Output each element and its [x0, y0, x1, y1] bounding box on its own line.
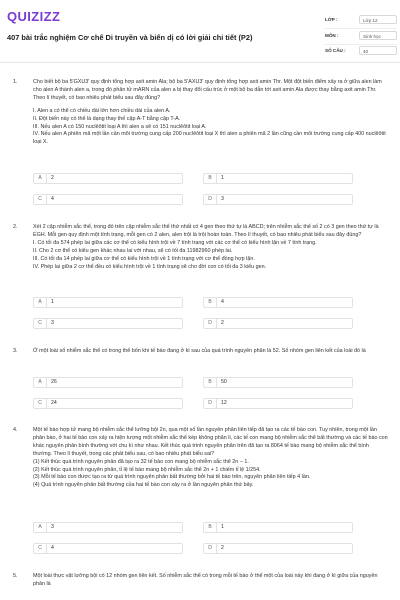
answer-option-a[interactable]	[33, 522, 183, 533]
answer-option-a[interactable]	[33, 297, 183, 308]
question-text	[33, 79, 388, 147]
option-text: 1	[221, 524, 224, 530]
option-text: 24	[51, 400, 57, 406]
answer-option-d[interactable]	[203, 543, 353, 554]
divider	[325, 44, 397, 45]
option-text: 4	[51, 196, 54, 202]
option-letter: D	[204, 544, 217, 553]
answer-option-d[interactable]	[203, 318, 353, 329]
option-letter: D	[204, 319, 217, 328]
option-text: 50	[221, 379, 227, 385]
option-text: 3	[51, 320, 54, 326]
option-text: 2	[221, 545, 224, 551]
option-letter: C	[34, 544, 47, 553]
question-line: IV. Nếu alen A phiên mã một lần cần môi trường cung cấp 200 nuclêôtit loại X thì alen a phiên mã 2 lần cũng cần môi trường cung cấp 400 nuclêôtit loại X.	[33, 131, 386, 146]
answer-option-c[interactable]	[33, 318, 183, 329]
option-letter: A	[34, 378, 47, 387]
option-letter: B	[204, 298, 217, 307]
question-line: II. Đột biến này có thể là dạng thay thế cặp A-T bằng cặp T-A.	[33, 115, 181, 122]
question-line: (1) Kết thúc quá trình nguyên phân đã tạo ra 32 tế bào con mang bộ nhiễm sắc thể 2n − 1.	[33, 458, 249, 465]
option-letter: A	[34, 523, 47, 532]
question-line: II. Cho 2 cơ thể có kiểu gen khác nhau lai với nhau, sẽ có tối đa 11982960 phép lai.	[33, 247, 233, 254]
question-text	[33, 224, 388, 271]
question-number: 1.	[13, 79, 18, 85]
divider	[325, 28, 397, 29]
question-line: Xét 2 cặp nhiễm sắc thể, trong đó trên cặp nhiễm sắc thể thứ nhất có 4 gen theo thứ tự là ABCD; trên nhiễm sắc thể số 2 có 3 gen theo thứ tự là EGH. Mỗi gen quy định một tính trạng, mỗi gen có 2 alen, alen trội là trội hoàn toàn. Theo lí thuyết, có bao nhiêu phát biểu sau đây đúng?	[33, 224, 379, 238]
question-line: Một tế bào hợp tử mang bộ nhiễm sắc thể lưỡng bội 2n, qua một số lần nguyên phân liên tiếp đã tạo ra các tế bào con. Tuy nhiên, trong một lần phân bào, ở hai tế bào con xảy ra hiện tượng một nhiễm sắc thể kép không phân li, các tế con mang bộ nhiễm sắc thể bất thường và các tế bào con khác nguyên phân bình thường với chu kì như nhau. Kết thúc quá trình nguyên phân trên đã tạo ra 8064 tế bào mang bộ nhiễm sắc thể bình thường. Theo lí thuyết, trong các phát biểu sau, có bao nhiêu phát biểu sai?	[33, 427, 388, 457]
answer-option-a[interactable]	[33, 173, 183, 184]
question-line: Ở một loài số nhiễm sắc thể có trong thể bốn khi tế bào đang ở kì sau của quá trình nguyên phân là 52. Số nhóm gen liên kết của loài đó là	[33, 348, 366, 354]
question-text	[33, 348, 388, 356]
option-text: 4	[221, 299, 224, 305]
question-number: 3.	[13, 348, 18, 354]
option-text: 1	[221, 175, 224, 181]
option-letter: D	[204, 195, 217, 204]
question-line: (4) Quá trình nguyên phân bất thường của hai tế bào con xảy ra ở lần nguyên phân thứ bảy.	[33, 482, 254, 489]
question-line: Một loài thực vật lưỡng bội có 12 nhóm gen liên kết. Số nhiễm sắc thể có trong mỗi tế bào ở thể một của loài này khi đang ở kì giữa của nguyên phân là	[33, 573, 378, 587]
option-letter: B	[204, 378, 217, 387]
question-text	[33, 573, 388, 589]
option-letter: C	[34, 319, 47, 328]
meta-label: MÔN :	[325, 33, 339, 38]
question-line: Cho biết bộ ba 5'GXU3' quy định tổng hợp axit amin Ala; bộ ba 5'AXU3' quy định tổng hợp axit amin Thr. Một đột biến điểm xảy ra ở giữa alen làm cho alen A thành alen a, trong đó phân tử mARN của alen a bị thay đổi cấu trúc ở một bộ ba dẫn tới axit amin Ala được thay bằng axit amin Thr. Theo lí thuyết, có bao nhiêu phát biểu sau đây đúng?	[33, 79, 382, 101]
option-letter: B	[204, 523, 217, 532]
option-letter: C	[34, 195, 47, 204]
answer-option-c[interactable]	[33, 398, 183, 409]
option-letter: C	[34, 399, 47, 408]
option-text: 12	[221, 400, 227, 406]
question-line: I. Alen a có thể có chiều dài lớn hơn chiều dài của alen A.	[33, 107, 171, 114]
question-number: 4.	[13, 427, 18, 433]
option-letter: D	[204, 399, 217, 408]
document-header	[0, 0, 400, 63]
option-text: 3	[51, 524, 54, 530]
question-line: I. Có tối đa 574 phép lai giữa các cơ thể có kiểu hình trội về 7 tính trạng với các cơ thể có kiểu hình lặn về 7 tính trạng.	[33, 239, 317, 246]
option-text: 2	[51, 175, 54, 181]
question-text	[33, 427, 388, 490]
question-line: IV. Phép lai giữa 2 cơ thể đều có kiểu hình trội về 1 tính trạng sẽ cho đời con có tối đa 3 kiểu gen.	[33, 263, 267, 270]
option-letter: A	[34, 298, 47, 307]
question-line: (3) Mỗi tế bào con được tạo ra từ quá trình nguyên phân bất thường bởi hai tế bào trên, nguyên phân liên tiếp 4 lần.	[33, 474, 311, 481]
answer-option-b[interactable]	[203, 377, 353, 388]
meta-value: Lớp 12	[359, 15, 397, 24]
question-number: 2.	[13, 224, 18, 230]
option-text: 4	[51, 545, 54, 551]
answer-option-b[interactable]	[203, 173, 353, 184]
question-line: (2) Kết thúc quá trình nguyên phân, tỉ lệ tế bào mang bộ nhiễm sắc thể 2n + 1 chiếm tỉ lệ 1/254.	[33, 466, 261, 473]
option-text: 2	[221, 320, 224, 326]
option-text: 3	[221, 196, 224, 202]
question-line: III. Nếu alen A có 150 nuclêôtit loại A thì alen a sẽ có 151 nuclêôtit loại A.	[33, 123, 207, 130]
answer-option-b[interactable]	[203, 297, 353, 308]
question-line: III. Có tối đa 14 phép lai giữa cơ thể có kiểu hình trội về 1 tính trạng với cơ thể đồng hợp lặn.	[33, 255, 255, 262]
document-title: 407 bài trắc nghiệm Cơ chế Di truyền và biến dị có lời giải chi tiết (P2)	[7, 33, 253, 42]
option-letter: B	[204, 174, 217, 183]
answer-option-b[interactable]	[203, 522, 353, 533]
meta-label: LỚP :	[325, 17, 338, 22]
answer-option-c[interactable]	[33, 543, 183, 554]
question-number: 5.	[13, 573, 18, 579]
answer-option-d[interactable]	[203, 194, 353, 205]
option-letter: A	[34, 174, 47, 183]
option-text: 26	[51, 379, 57, 385]
meta-value: Sinh học	[359, 31, 397, 40]
answer-option-d[interactable]	[203, 398, 353, 409]
option-text: 1	[51, 299, 54, 305]
quizizz-logo: QUIZIZZ	[7, 9, 61, 24]
answer-option-a[interactable]	[33, 377, 183, 388]
meta-value: 40	[359, 46, 397, 55]
meta-label: SỐ CÂU :	[325, 48, 346, 53]
answer-option-c[interactable]	[33, 194, 183, 205]
